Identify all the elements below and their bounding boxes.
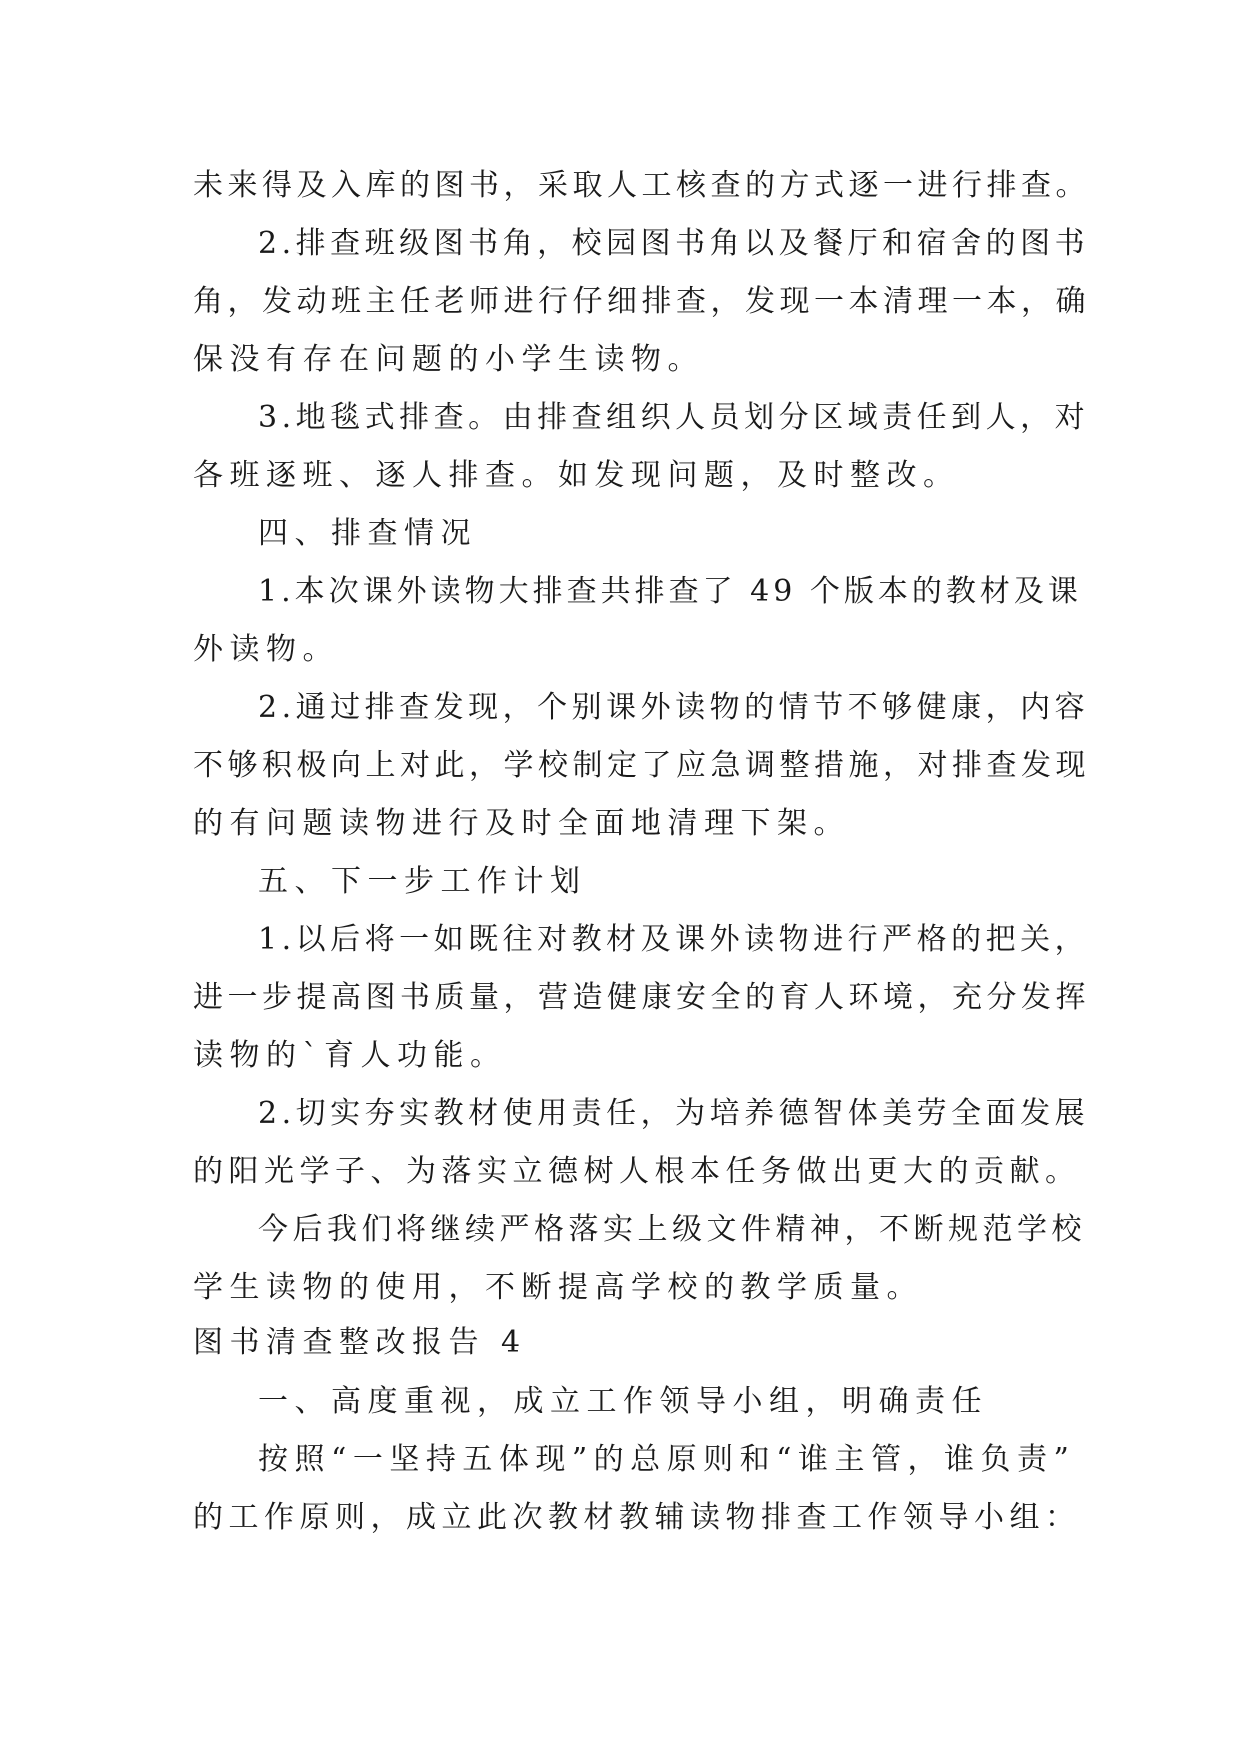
text-line: 2.排查班级图书角，校园图书角以及餐厅和宿舍的图书 [258, 226, 1090, 261]
text-line: 角，发动班主任老师进行仔细排查，发现一本清理一本，确 [193, 284, 1090, 319]
text-line: 各班逐班、逐人排查。如发现问题，及时整改。 [193, 458, 960, 493]
text-line: 2.通过排查发现，个别课外读物的情节不够健康，内容 [258, 690, 1090, 725]
text-line: 的阳光学子、为落实立德树人根本任务做出更大的贡献。 [193, 1154, 1081, 1189]
section-heading: 一、高度重视，成立工作领导小组，明确责任 [258, 1384, 988, 1419]
text-line: 1.以后将一如既往对教材及课外读物进行严格的把关， [258, 922, 1090, 957]
section-heading: 五、下一步工作计划 [258, 864, 587, 899]
text-line: 未来得及入库的图书，采取人工核查的方式逐一进行排查。 [193, 168, 1090, 203]
text-line: 进一步提高图书质量，营造健康安全的育人环境，充分发挥 [193, 980, 1090, 1015]
text-line: 外读物。 [193, 632, 339, 667]
text-line: 学生读物的使用，不断提高学校的教学质量。 [193, 1270, 923, 1305]
text-line: 读物的`育人功能。 [193, 1038, 507, 1073]
text-line: 今后我们将继续严格落实上级文件精神，不断规范学校 [258, 1212, 1086, 1247]
text-line: 的有问题读物进行及时全面地清理下架。 [193, 806, 850, 841]
text-line: 的工作原则，成立此次教材教辅读物排查工作领导小组： [193, 1500, 1081, 1535]
text-line: 不够积极向上对此，学校制定了应急调整措施，对排查发现 [193, 748, 1090, 783]
text-line: 1.本次课外读物大排查共排查了 49 个版本的教材及课 [258, 574, 1082, 609]
report-title: 图书清查整改报告 4 [193, 1325, 527, 1360]
text-line: 2.切实夯实教材使用责任，为培养德智体美劳全面发展 [258, 1096, 1090, 1131]
text-line: 保没有存在问题的小学生读物。 [193, 342, 704, 377]
text-line: 按照“一坚持五体现”的总原则和“谁主管，谁负责” [258, 1442, 1076, 1477]
text-line: 3.地毯式排查。由排查组织人员划分区域责任到人，对 [258, 400, 1090, 435]
section-heading: 四、排查情况 [258, 516, 477, 551]
